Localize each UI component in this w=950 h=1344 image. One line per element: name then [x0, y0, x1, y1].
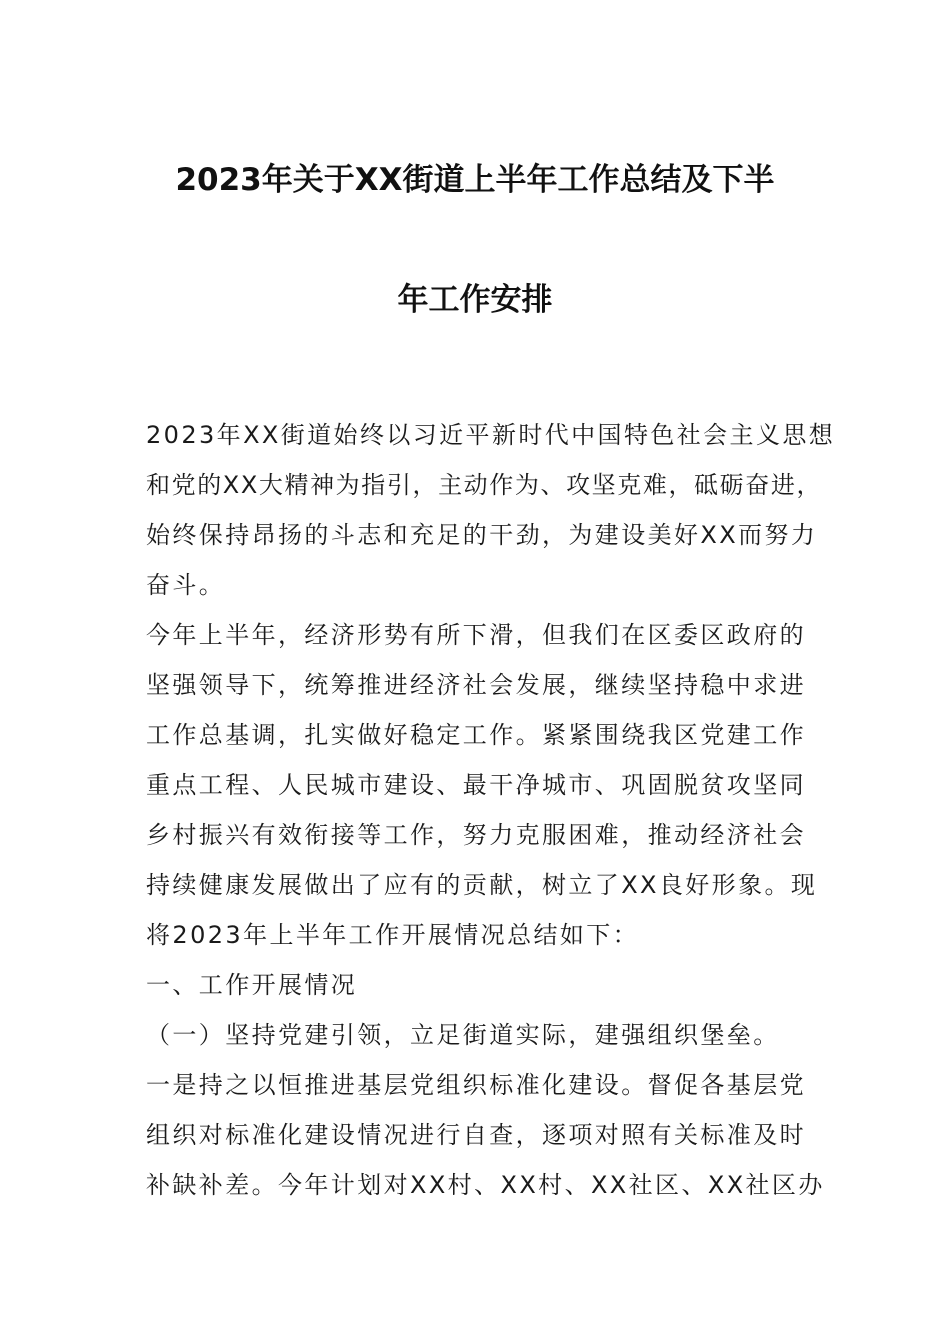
body-line: 坚强领导下，统筹推进经济社会发展，继续坚持稳中求进 [146, 671, 806, 699]
body-line: 重点工程、人民城市建设、最干净城市、巩固脱贫攻坚同 [146, 771, 806, 799]
body-line: 乡村振兴有效衔接等工作，努力克服困难，推动经济社会 [146, 821, 806, 849]
section-heading: 一、工作开展情况 [146, 971, 358, 999]
body-line: 工作总基调，扎实做好稳定工作。紧紧围绕我区党建工作 [146, 721, 806, 749]
body-line: 将2023年上半年工作开展情况总结如下： [146, 921, 640, 949]
body-line: 今年上半年，经济形势有所下滑，但我们在区委区政府的 [146, 621, 806, 649]
body-line: 持续健康发展做出了应有的贡献，树立了XX良好形象。现 [146, 871, 818, 899]
body-line: 奋斗。 [146, 571, 226, 599]
body-line: 2023年XX街道始终以习近平新时代中国特色社会主义思想 [146, 421, 836, 449]
document-body [146, 410, 836, 1210]
body-line: 补缺补差。今年计划对XX村、XX村、XX社区、XX社区办 [146, 1171, 825, 1199]
document-title-line-1: 2023年关于XX街道上半年工作总结及下半 [175, 162, 775, 198]
body-line: 一是持之以恒推进基层党组织标准化建设。督促各基层党 [146, 1071, 806, 1099]
document-title-line-2: 年工作安排 [397, 282, 553, 318]
subsection-heading: （一）坚持党建引领，立足街道实际，建强组织堡垒。 [146, 1021, 780, 1049]
body-line: 和党的XX大精神为指引，主动作为、攻坚克难，砥砺奋进， [146, 471, 823, 499]
body-line: 组织对标准化建设情况进行自查，逐项对照有关标准及时 [146, 1121, 806, 1149]
body-line: 始终保持昂扬的斗志和充足的干劲，为建设美好XX而努力 [146, 521, 818, 549]
